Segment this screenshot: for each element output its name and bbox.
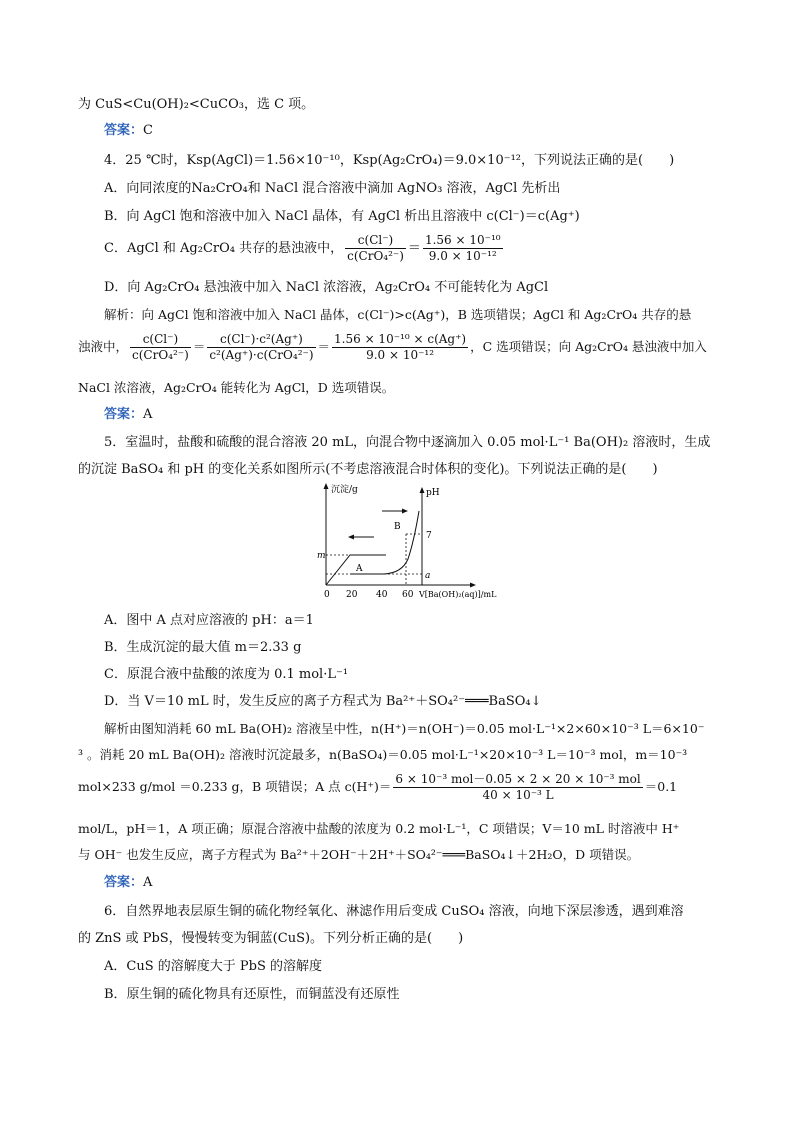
- option-4c: [104, 233, 744, 264]
- fraction: [130, 332, 191, 363]
- numerator: 1.56 × 10⁻¹⁰ × c(Ag⁺): [334, 332, 467, 346]
- denominator: c²(Ag⁺)·c(CrO₄²⁻): [209, 348, 314, 362]
- answer-value: C: [143, 123, 153, 138]
- answer-value: A: [143, 875, 153, 890]
- numerator: c(Cl⁻): [130, 332, 191, 348]
- x-tick-label: 0: [324, 590, 330, 600]
- numerator: c(Cl⁻)·c²(Ag⁺): [207, 332, 315, 348]
- option-4b: B．向 AgCl 饱和溶液中加入 NaCl 晶体，有 AgCl 析出且溶液中 c(Cl⁻)＝c(Ag⁺): [104, 209, 580, 224]
- question-6-line1: 6．自然界地表层原生铜的硫化物经氧化、淋滤作用后变成 CuSO₄ 溶液，向地下深层渗透，遇到难溶: [104, 904, 684, 919]
- solution-text: 浊液中，: [78, 339, 129, 354]
- question-5-line1: 5．室温时，盐酸和硫酸的混合溶液 20 mL，向混合物中逐滴加入 0.05 mol·L⁻¹ Ba(OH)₂ 溶液时，生成: [104, 435, 711, 450]
- answer-line: [104, 122, 744, 140]
- a-label: a: [425, 571, 431, 581]
- answer-line: [104, 874, 744, 892]
- option-5c: C．原混合液中盐酸的浓度为 0.1 mol·L⁻¹: [104, 667, 349, 682]
- m-label: m: [317, 551, 326, 561]
- fraction: [393, 772, 642, 803]
- solution-line: 与 OH⁻ 也发生反应，离子方程式为 Ba²⁺＋2OH⁻＋2H⁺＋SO₄²⁻═══BaSO₄↓＋2H₂O，D 项错误。: [78, 847, 640, 862]
- x-tick-label: 20: [346, 590, 358, 600]
- fraction: [423, 233, 503, 264]
- solution-text: ，C 选项错误；向 Ag₂CrO₄ 悬浊液中加入: [470, 339, 707, 354]
- y-axis-left-arrow: [324, 483, 329, 489]
- denominator: c(CrO₄²⁻): [347, 249, 404, 263]
- solution-line: ³ 。消耗 20 mL Ba(OH)₂ 溶液时沉淀最多，n(BaSO₄)＝0.05 mol·L⁻¹×20×10⁻³ L＝10⁻³ mol，m＝10⁻³: [78, 747, 688, 762]
- x-axis-label: V[Ba(OH)₂(aq)]/mL: [419, 590, 497, 599]
- fraction: [207, 332, 315, 363]
- point-b-label: B: [394, 522, 401, 532]
- solution-line: mol/L，pH＝1，A 项正确；原混合溶液中盐酸的浓度为 0.2 mol·L⁻¹，C 项错误；V＝10 mL 时溶液中 H⁺: [78, 821, 680, 836]
- y-right-label: pH: [426, 488, 440, 498]
- question-6-line2: 的 ZnS 或 PbS，慢慢转变为铜蓝(CuS)。下列分析正确的是( ): [78, 931, 464, 946]
- text-line: 为 CuS<Cu(OH)₂<CuCO₃，选 C 项。: [78, 97, 315, 112]
- denominator: 9.0 × 10⁻¹²: [366, 348, 435, 362]
- solution-line: 解析由图知消耗 60 mL Ba(OH)₂ 溶液呈中性，n(H⁺)＝n(OH⁻)＝0.05 mol·L⁻¹×2×60×10⁻³ L＝6×10⁻: [104, 721, 705, 736]
- numerator: 6 × 10⁻³ mol－0.05 × 2 × 20 × 10⁻³ mol: [395, 772, 641, 786]
- question-4: 4．25 ℃时，Ksp(AgCl)＝1.56×10⁻¹⁰，Ksp(Ag₂CrO₄)＝9.0×10⁻¹²，下列说法正确的是( ): [104, 153, 675, 168]
- solution-line: [78, 772, 718, 803]
- option-4c-text: C．AgCl 和 Ag₂CrO₄ 共存的悬浊液中，: [104, 241, 344, 256]
- option-4a: A．向同浓度的Na₂CrO₄和 NaCl 混合溶液中滴加 AgNO₃ 溶液，AgCl 先析出: [104, 181, 561, 196]
- denominator: 9.0 × 10⁻¹²: [428, 249, 497, 263]
- answer-label: 答案：: [104, 875, 144, 890]
- denominator: 40 × 10⁻³ L: [482, 788, 554, 802]
- solution-line: 浊液中， $\frac{c(Cl^-)}{\text{c(CrO₄²⁻)}}$ ＝ $\frac{\text{c(Cl⁻)·c²(Ag⁺)}}{\text{c²(Ag⁺)·c(CrO₄²⁻)}}$ ＝ $\frac{\text{1.56 × 10⁻¹⁰ × c(Ag⁺)}}{\text{9.0 × 10⁻¹²}}$ ，C 选项错误；向 Ag₂CrO₄ 悬浊液中加入: [78, 332, 707, 362]
- solution-text: ＝0.1: [644, 779, 678, 794]
- answer-label: 答案：: [104, 123, 144, 138]
- precipitate-ph-graph: [314, 481, 504, 603]
- ph-7-label: 7: [426, 531, 432, 541]
- solution-text: mol×233 g/mol ＝0.233 g，B 项错误；A 点 c(H⁺)＝: [78, 779, 392, 794]
- equals-sign: ＝: [407, 241, 421, 256]
- fraction: [332, 332, 468, 363]
- option-5d: D．当 V＝10 mL 时，发生反应的离子方程式为 Ba²⁺＋SO₄²⁻═══BaSO₄↓: [104, 694, 542, 709]
- numerator: c(Cl⁻): [345, 233, 406, 249]
- answer-line: [104, 406, 744, 424]
- option-4d: D．向 Ag₂CrO₄ 悬浊液中加入 NaCl 浓溶液，Ag₂CrO₄ 不可能转化为 AgCl: [104, 280, 549, 295]
- option-5b: B．生成沉淀的最大值 m＝2.33 g: [104, 640, 302, 655]
- arrow-left-head: [348, 535, 354, 540]
- y-axis-right-arrow: [420, 487, 425, 493]
- numerator: 1.56 × 10⁻¹⁰: [424, 233, 501, 247]
- question-5-line2: 的沉淀 BaSO₄ 和 pH 的变化关系如图所示(不考虑溶液混合时体积的变化)。下列说法正确的是( ): [78, 462, 658, 477]
- option-6a: A．CuS 的溶解度大于 PbS 的溶解度: [104, 959, 322, 974]
- option-6b: B．原生铜的硫化物具有还原性，而铜蓝没有还原性: [104, 987, 400, 1002]
- denominator: c(CrO₄²⁻): [132, 348, 189, 362]
- solution-line: NaCl 浓溶液，Ag₂CrO₄ 能转化为 AgCl，D 选项错误。: [78, 380, 395, 395]
- answer-label: 答案：: [104, 407, 144, 422]
- solution-line: 解析：向 AgCl 饱和溶液中加入 NaCl 晶体，c(Cl⁻)>c(Ag⁺)，B 选项错误；AgCl 和 Ag₂CrO₄ 共存的悬: [104, 307, 692, 322]
- y-left-label: 沉淀/g: [331, 485, 358, 495]
- bar-chart-figure: [314, 481, 504, 603]
- point-a-label: A: [356, 564, 363, 574]
- arrow-right-head: [402, 509, 408, 514]
- option-5a: A．图中 A 点对应溶液的 pH：a＝1: [104, 613, 314, 628]
- x-axis-arrow: [470, 583, 476, 588]
- x-tick-label: 60: [402, 590, 414, 600]
- answer-value: A: [143, 407, 153, 422]
- fraction: [345, 233, 406, 264]
- x-tick-label: 40: [376, 590, 388, 600]
